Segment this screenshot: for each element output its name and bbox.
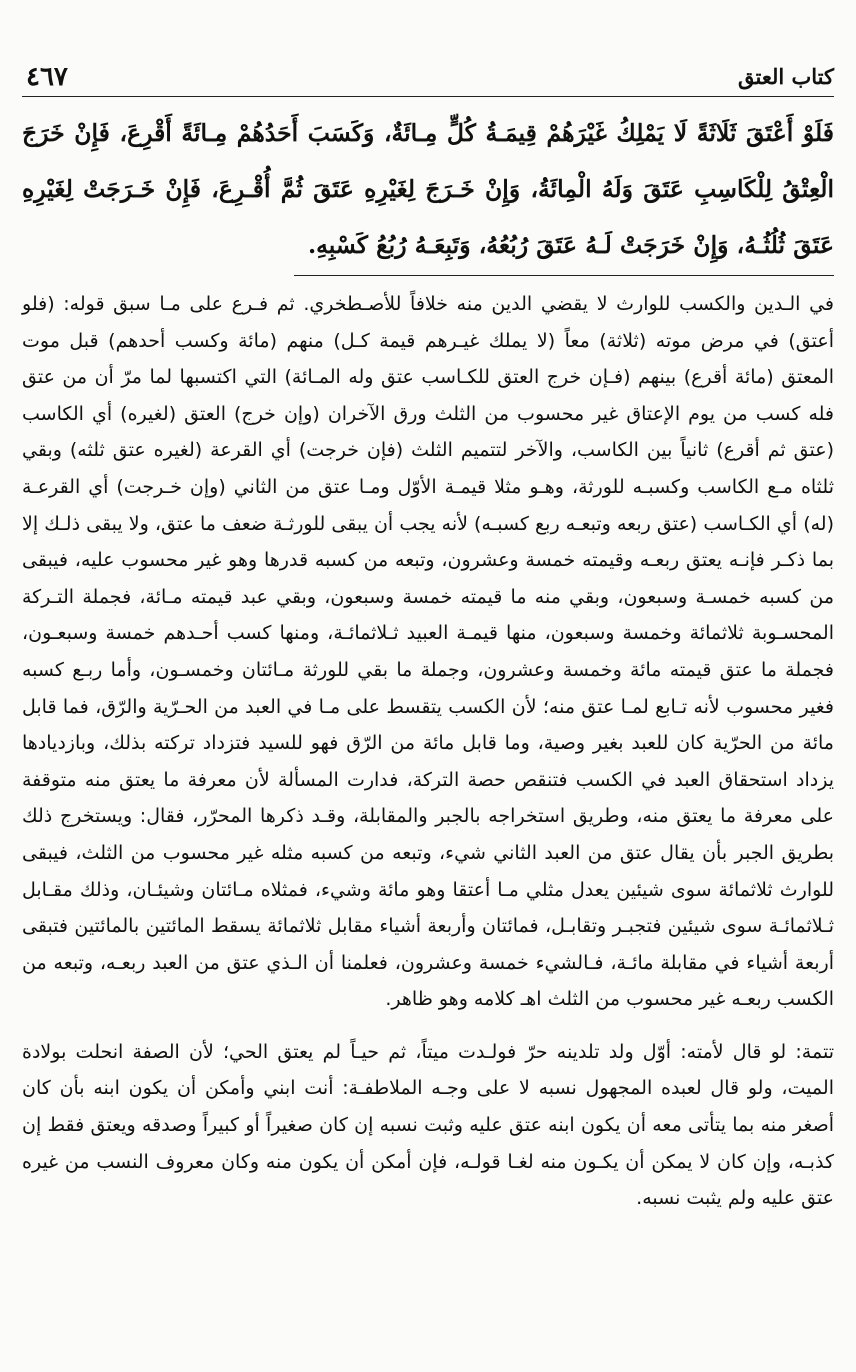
book-page (22, 62, 834, 1217)
supplement-paragraph: تتمة: لو قال لأمته: أوّل ولد تلدينه حرّ فولـدت ميتاً، ثم حيـاً لم يعتق الحي؛ لأن الصفة انحلت بولادة الميت، ولو قال لعبده المجهول نسبه لا على وجـه الملاطفـة: أنت ابني وأمكن أن يكون ابنه بأن كان أصغر منه بما يتأتى معه أن يكون ابنه عتق عليه وثبت نسبه إن كان صغيراً أو كبيراً وصدقه ويعتق فقط إن كذبـه، وإن كان لا يمكن أن يكـون منه لغـا قولـه، فإن أمكن أن يكون منه وكان معروف النسب من غيره عتق عليه ولم يثبت نسبه. (22, 1040, 834, 1210)
page-header (22, 62, 834, 92)
page-number: ٤٦٧ (26, 62, 68, 92)
matn-separator (294, 275, 834, 276)
commentary-text: في الـدين والكسب للوارث لا يقضي الدين منه خلافاً للأصـطخري. ثم فـرع على مـا سبق قوله: (فلو أعتق) في مرض موته (ثلاثة) معاً (لا يملك غيـرهم قيمة كـل) منهم (مائة وكسب أحدهم) قبل موت المعتق (مائة أقرع) بينهم (فـإن خرج العتق للكـاسب عتق وله المـائة) التي اكتسبها لما مرّ أن من عتق فله كسب من يوم الإعتاق غير محسوب من الثلث ورق الآخران (وإن خرج) العتق (لغيره) أي الكاسب (عتق ثم أقرع) ثانياً بين الكاسب، والآخر لتتميم الثلث (فإن خرجت) أي القرعة (لغيره عتق ثلثه) وبقي ثلثاه مـع الكاسب وكسبـه للورثة، وهـو مثلا قيمـة الأوّل ومـا عتق من الثاني (وإن خـرجت) أي القرعـة (له) أي الكـاسب (عتق ربعه وتبعـه ربع كسبـه) لأنه يجب أن يبقى للورثـة ضعف ما عتق، ولا يبقى ذلـك إلا بما ذكـر فإنـه يعتق ربعـه وقيمته خمسة وعشرون، وتبعه من كسبه قدرها وهو غير محسوب عليه، فيبقى من كسبه خمسـة وسبعون، وبقي منه ما قيمته خمسة وسبعون، وبقي عبد قيمته مـائة، فجملة التـركة المحسـوبة ثلاثمائة وخمسة وسبعون، منها قيمـة العبيد ثـلاثمائـة، ومنها كسب أحـدهم خمسة وسبعـون، فجملة ما عتق قيمته مائة وخمسة وعشرون، وجملة ما بقي للورثة مـائتان وخمسـون، وأما ربـع كسبه فغير محسوب لأنه تـابع لمـا عتق منه؛ لأن الكسب يتقسط على مـا في العبد من الحـرّية والرّق، فما قابل مائة من الحرّية كان للعبد بغير وصية، وما قابل مائة من الرّق فهو للسيد فتزداد تركته بذلك، وبازديادها يزداد استحقاق العبد في الكسب فتنقص حصة التركة، فدارت المسألة لأن معرفة ما يعتق منه متوقفة على معرفة ما يعتق منه، وطريق استخراجه بالجبر والمقابلة، وقـد ذكرها المحرّر، فقال: ويستخرج ذلك بطريق الجبر بأن يقال عتق من العبد الثاني شيء، وتبعه من كسبه مثله غير محسوب من الثلث، فيبقى للوارث ثلاثمائة سوى شيئين يعدل مثلي مـا أعتقا وهو مائة وشيء، فمثلاه مـائتان وشيئـان، وذلك مقـابل ثـلاثمائـة سوى شيئين فتجبـر وتقابـل، فمائتان وأربعة أشياء مقابل ثلاثمائة يسقط المائتين بالمائتين فتبقى أربعة أشياء في مقابلة مائـة، فـالشيء خمسة وعشرون، فعلمنا أن الـذي عتق من العبد ربعـه، وتبعه من الكسب ربعـه غير محسوب من الثلث اهـ كلامه وهو ظاهر. (22, 293, 834, 1011)
matn-text: فَلَوْ أَعْتَقَ ثَلَاثَةً لَا يَمْلِكُ غَيْرَهُمْ قِيمَـةُ كُلٍّ مِـائَةٌ، وَكَسَبَ أَحَدُهُمْ مِـائَةً أَقْرِعَ، فَإِنْ خَرَجَ الْعِتْقُ لِلْكَاسِبِ عَتَقَ وَلَهُ الْمِائَةُ، وَإِنْ خَـرَجَ لِغَيْرِهِ عَتَقَ ثُمَّ أُقْـرِعَ، فَإِنْ خَـرَجَتْ لِغَيْرِهِ عَتَقَ ثُلُثُـهُ، وَإِنْ خَرَجَتْ لَـهُ عَتَقَ رُبُعُهُ، وَتَبِعَـهُ رُبُعُ كَسْبِهِ. (22, 119, 834, 259)
running-title: كتاب العتق (737, 64, 834, 89)
header-rule (22, 96, 834, 97)
